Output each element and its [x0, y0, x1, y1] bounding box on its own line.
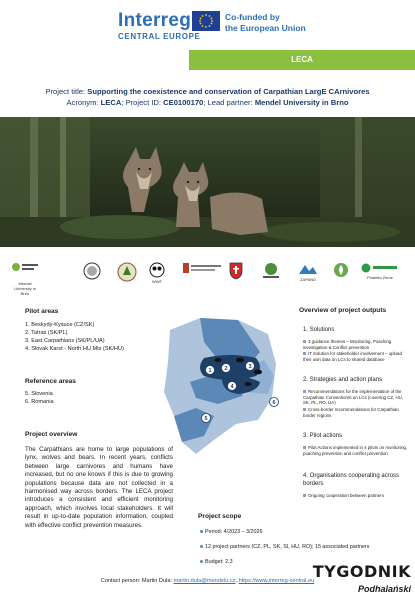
scope-item: Budget: 2,3: [200, 559, 233, 565]
project-scope-title: Project scope: [198, 513, 242, 520]
pilot-area-item: 4. Slovak Karst - North HU Mts (SK/HU): [25, 346, 124, 352]
project-id-label: Project ID:: [125, 98, 162, 107]
zapand-caption: ZAPAND: [300, 277, 316, 282]
institute-seal-logo: [82, 262, 102, 281]
cofunded-line1: Co-funded by: [225, 12, 280, 22]
eu-flag-icon: [192, 11, 220, 31]
outputs-title: Overview of project outputs: [299, 307, 387, 314]
output-item: Recommendations for the implementation of the Carpathian Conventionnt on LCs (covering CZ, HU, SK, PL, RO, UA): [303, 389, 404, 406]
contact-line: Contact person: Martin Dula: martin.dula@mendelu.cz, https://www.interreg-central.eu: [100, 578, 315, 584]
output-item: Cross-border recommendations for Carpathian border regions: [303, 407, 399, 418]
interreg-logo-text: Interreg: [118, 10, 192, 31]
central-europe-text: CENTRAL EUROPE: [118, 32, 201, 41]
project-title-line: [0, 87, 415, 96]
tygodnik-watermark: [298, 560, 415, 600]
pilot-areas-list: [25, 321, 175, 353]
watermark-line1: TYGODNIK: [312, 562, 411, 581]
map-marker-1: 1: [208, 368, 212, 374]
project-id-value: CE0100170: [163, 98, 204, 107]
map-marker-4: 4: [230, 384, 234, 390]
pilot-area-item: 3. East Carpathians (SK/PL/UA): [25, 338, 105, 344]
cofunded-label: [225, 12, 306, 34]
acronym-value: LECA: [100, 98, 122, 107]
mendel-university-caption: Mendel University in Brno: [14, 281, 36, 296]
zapand-logo: [296, 262, 320, 282]
reference-areas-title: Reference areas: [25, 378, 76, 385]
contact-label: Contact person: Martin Dula:: [100, 578, 172, 584]
pilot-area-item: 1. Beskydy-Kysuce (CZ/SK): [25, 322, 95, 328]
output-heading: 1. Solutions: [303, 327, 335, 333]
partner-logos-row: [0, 262, 415, 294]
friends-logo: [360, 262, 400, 280]
map-marker-5: 5: [204, 416, 208, 422]
outputs-panel: [293, 300, 415, 515]
project-overview-title: Project overview: [25, 431, 78, 438]
forest-institute-logo: [116, 262, 138, 283]
output-item: IT Solution for stakeholder involvement – upload their own data on LCs to shared database: [303, 351, 402, 362]
output-item: 3 guidance themes – Monitoring, Poaching investigation & Conflict prevention: [303, 339, 392, 350]
project-title-label: Project title:: [45, 87, 86, 96]
map-marker-6: 6: [272, 400, 276, 406]
map-marker-3: 3: [248, 364, 252, 370]
reference-area-item: 5. Slovenia: [25, 391, 53, 397]
ministry-logo: [182, 262, 224, 275]
output-heading: 2. Strategies and action plans: [303, 377, 383, 383]
output-item: Pilot Actions implemented in 4 pilots on monitoring, poaching prevention and conflict prevention: [303, 445, 408, 456]
acronym-label: Acronym:: [66, 98, 99, 107]
output-heading: 3. Pilot actions: [303, 433, 343, 439]
mendel-university-logo: [10, 262, 40, 296]
output-item: Ongoing cooperation between partners: [303, 493, 411, 499]
scope-item: 12 project partners (CZ, PL, SK, SI, HU, RO); 15 associated partners: [200, 544, 369, 550]
project-url-link[interactable]: https://www.interreg-central.eu: [238, 578, 315, 584]
leca-banner: [189, 50, 415, 70]
pilot-areas-title: Pilot areas: [25, 308, 59, 315]
watermark-line2: Podhalański: [357, 584, 411, 594]
pilot-areas-map: [160, 312, 280, 462]
cofunded-line2: the European Union: [225, 23, 306, 33]
lead-partner-label: Lead partner:: [207, 98, 253, 107]
scope-item: Period: 4/2023 – 3/2026: [200, 529, 263, 535]
project-title-value: Supporting the coexistence and conservation of Carpathian LargE CArnivores: [87, 87, 370, 96]
wwf-caption: WWF: [152, 279, 162, 284]
contact-email-link[interactable]: martin.dula@mendelu.cz: [173, 578, 236, 584]
map-marker-2: 2: [224, 366, 228, 372]
reference-areas-list: [25, 390, 105, 406]
leca-banner-text: LECA: [291, 55, 313, 64]
slovak-coat-of-arms-logo: [228, 262, 244, 281]
lead-partner-value: Mendel University in Brno: [254, 98, 349, 107]
project-overview-text: The Carpathians are home to large populations of lynx, wolves and bears. In recent years, conflicts between large carnivores and humans have increased, but no one knows if this is due to growing populations because data are not collected in a harmonised way across borders. The LECA project introduces a consistent and efficient monitoring approach, which involves local stakeholders. It will result in up-to-date population information, coupled with effective conflict prevention measures.: [25, 446, 173, 529]
wolves-photo: [0, 117, 415, 247]
output-heading: 4. Organisations cooperating across borders: [303, 473, 400, 487]
pilot-area-item: 2. Tatras (SK/PL): [25, 330, 68, 336]
friends-caption: Priatelia Zeme: [367, 275, 393, 280]
reference-area-item: 6. Romania: [25, 399, 54, 405]
nature-logo: [332, 262, 350, 279]
wwf-panda-logo: [148, 262, 166, 284]
association-logo: [260, 262, 282, 281]
project-meta-line: Acronym: LECA; Project ID: CE0100170; Lead partner: Mendel University in Brno: [66, 98, 349, 107]
